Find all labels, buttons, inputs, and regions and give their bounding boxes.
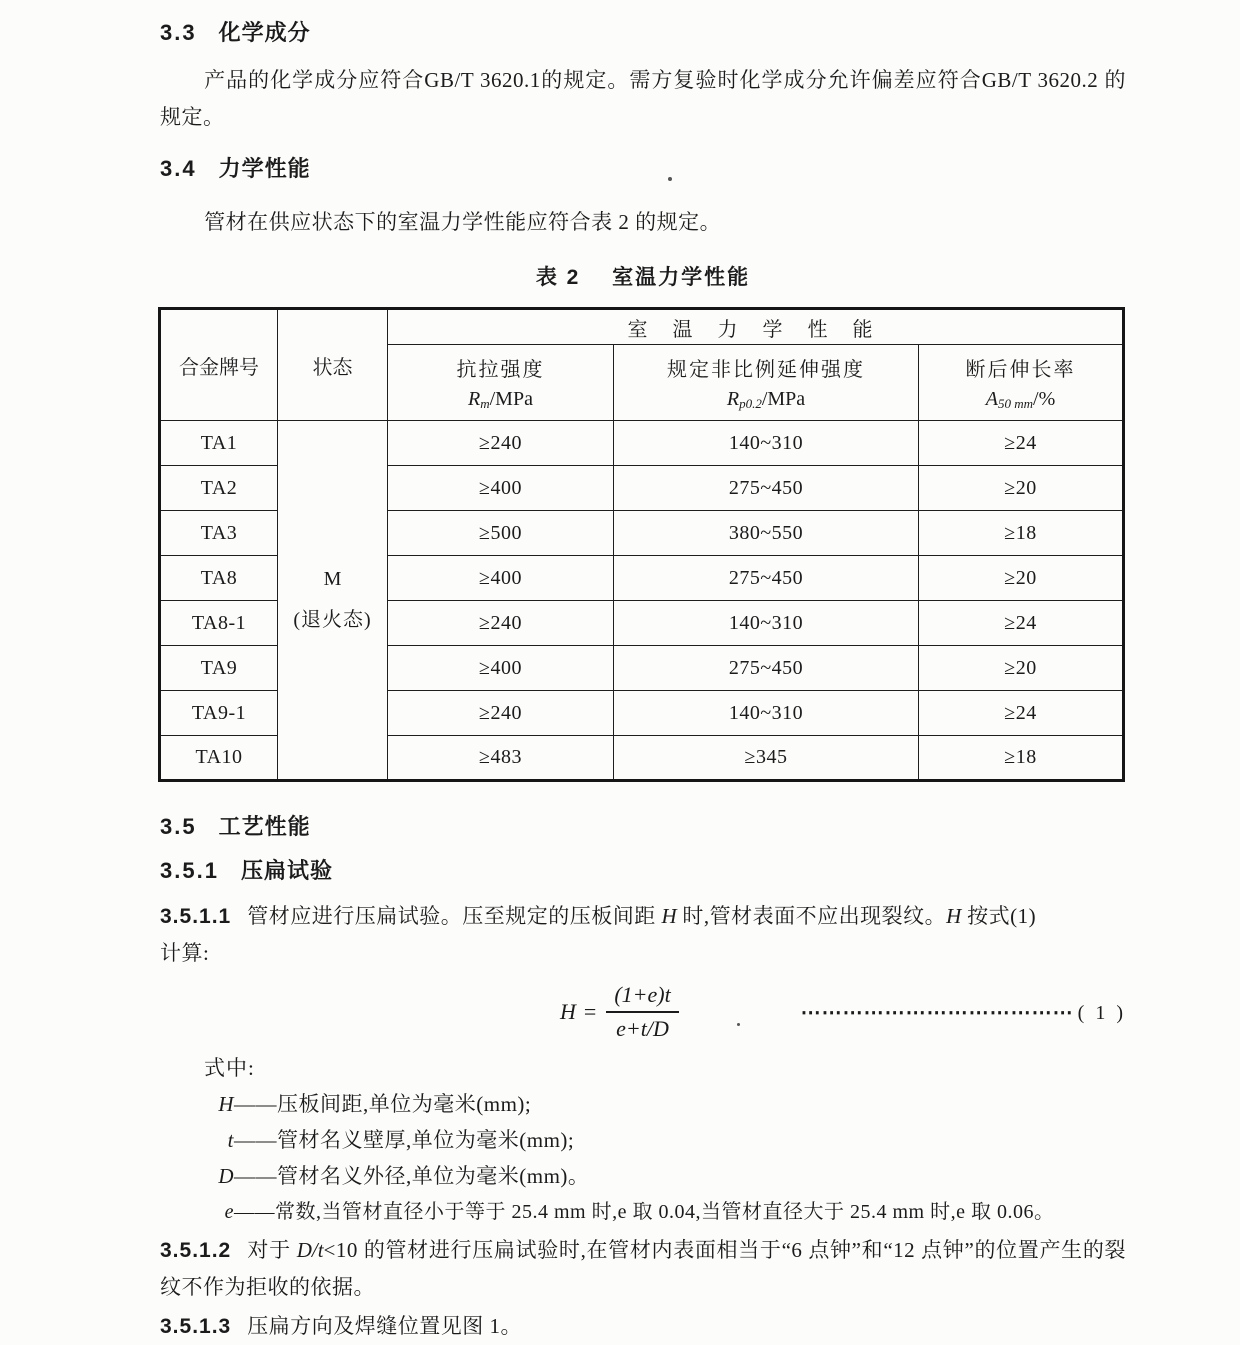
section-number: 3.5	[160, 814, 197, 839]
variable-definition-e	[160, 1194, 1126, 1230]
paragraph-chemical-composition: 产品的化学成分应符合GB/T 3620.1的规定。需方复验时化学成分允许偏差应符合GB/T 3620.2 的规定。	[160, 68, 1126, 129]
variable-D-over-t: D/t	[296, 1238, 324, 1262]
cell-a: ≥24	[919, 421, 1124, 466]
clause-text: 计算:	[160, 941, 210, 965]
column-header-elongation	[919, 345, 1124, 421]
cell-rm: ≥240	[388, 421, 614, 466]
cell-rm: ≥400	[388, 466, 614, 511]
variable-definition-t	[160, 1122, 1126, 1158]
cell-rp: 140~310	[614, 691, 919, 736]
cell-a: ≥18	[919, 511, 1124, 556]
symbol-subscript: m	[480, 396, 490, 411]
cell-rp: 275~450	[614, 556, 919, 601]
clause-text: 时,管材表面不应出现裂纹。	[676, 904, 947, 928]
cell-rm: ≥240	[388, 691, 614, 736]
cell-a: ≥18	[919, 736, 1124, 781]
symbol-unit: /MPa	[489, 388, 533, 410]
cell-rm: ≥500	[388, 511, 614, 556]
cell-grade: TA8-1	[160, 601, 278, 646]
section-number: 3.4	[160, 156, 197, 181]
leader-dots: ⋯⋯⋯⋯⋯⋯⋯⋯⋯⋯⋯⋯⋯	[800, 1001, 1074, 1024]
cell-rp: 275~450	[614, 646, 919, 691]
variable-symbol: D	[218, 1164, 234, 1188]
cell-rp: 140~310	[614, 421, 919, 466]
section-title: 力学性能	[218, 156, 311, 181]
cell-rp: 275~450	[614, 466, 919, 511]
table-row	[160, 421, 1124, 466]
clause-3-5-1-2	[160, 1232, 1126, 1306]
equation-flattening-distance	[560, 982, 679, 1042]
paragraph-mechanical-properties: 管材在供应状态下的室温力学性能应符合表 2 的规定。	[204, 210, 722, 234]
variable-H: H	[946, 904, 962, 928]
cell-grade: TA8	[160, 556, 278, 601]
cell-rp: 380~550	[614, 511, 919, 556]
clause-text: 压扁方向及焊缝位置见图 1。	[247, 1314, 522, 1338]
state-note: (退火态)	[293, 609, 372, 631]
cell-a: ≥24	[919, 691, 1124, 736]
clause-text: 对于	[247, 1238, 297, 1262]
variable-definition-D	[160, 1158, 1126, 1194]
cell-rm: ≥400	[388, 646, 614, 691]
cell-a: ≥24	[919, 601, 1124, 646]
table-caption	[160, 263, 1126, 293]
variable-description: ——常数,当管材直径小于等于 25.4 mm 时,e 取 0.04,当管材直径大于 25.4 mm 时,e 取 0.06。	[234, 1201, 1055, 1223]
symbol-unit: /MPa	[761, 388, 806, 410]
section-title: 化学成分	[218, 20, 311, 45]
clause-text: 管材应进行压扁试验。压至规定的压板间距	[247, 904, 662, 928]
symbol-base: R	[726, 388, 740, 410]
cell-rm: ≥240	[388, 601, 614, 646]
header-label: 抗拉强度	[456, 359, 545, 381]
cell-rm: ≥400	[388, 556, 614, 601]
section-number: 3.3	[160, 20, 197, 45]
clause-number: 3.5.1.2	[160, 1239, 232, 1262]
variable-H: H	[661, 904, 677, 928]
table-2-mechanical-properties	[158, 307, 1125, 782]
variable-definition-H	[160, 1086, 1126, 1122]
column-header-state: 状态	[278, 309, 388, 421]
section-heading-3-3	[160, 18, 1126, 48]
cell-a: ≥20	[919, 646, 1124, 691]
symbol-unit: /%	[1033, 388, 1056, 410]
table-caption-title: 室温力学性能	[612, 266, 751, 289]
scan-speck	[737, 1023, 740, 1026]
equation-lhs: H	[560, 999, 576, 1024]
section-number: 3.5.1	[160, 858, 219, 883]
clause-text: <10 的管材进行压扁试验时,在管材内表面相当于“6 点钟”和“12 点钟”的位置产生的裂纹不作为拒收的依据。	[160, 1238, 1127, 1299]
header-symbol	[388, 388, 613, 412]
header-symbol	[919, 388, 1122, 412]
cell-grade: TA10	[160, 736, 278, 781]
scan-speck	[668, 177, 672, 181]
header-symbol	[614, 388, 918, 412]
variable-description: ——压板间距,单位为毫米(mm);	[234, 1092, 532, 1116]
fraction-numerator: (1+e)t	[606, 982, 678, 1013]
cell-rm: ≥483	[388, 736, 614, 781]
variable-symbol: t	[227, 1128, 234, 1152]
column-header-alloy-grade: 合金牌号	[160, 309, 278, 421]
cell-grade: TA3	[160, 511, 278, 556]
symbol-base: A	[985, 388, 998, 410]
section-title: 压扁试验	[240, 858, 333, 883]
cell-rp: ≥345	[614, 736, 919, 781]
cell-grade: TA1	[160, 421, 278, 466]
equation-leader	[679, 1000, 1126, 1025]
column-header-proof-strength	[614, 345, 919, 421]
symbol-subscript: p0.2	[739, 396, 762, 411]
cell-rp: 140~310	[614, 601, 919, 646]
table-header-row-group	[160, 309, 1124, 345]
clause-number: 3.5.1.1	[160, 905, 232, 928]
column-header-group-room-temp: 室 温 力 学 性 能	[388, 309, 1124, 345]
table-caption-label: 表 2	[535, 266, 581, 289]
fraction-denominator: e+t/D	[616, 1016, 669, 1041]
cell-grade: TA9-1	[160, 691, 278, 736]
clause-number: 3.5.1.3	[160, 1315, 232, 1338]
clause-text: 按式(1)	[961, 904, 1037, 928]
cell-grade: TA9	[160, 646, 278, 691]
equation-1-row	[160, 982, 1126, 1042]
fraction	[606, 982, 678, 1042]
cell-state-merged	[278, 421, 388, 781]
header-label: 规定非比例延伸强度	[667, 359, 865, 381]
symbol-base: R	[468, 388, 481, 410]
where-intro: 式中:	[204, 1056, 255, 1080]
cell-a: ≥20	[919, 466, 1124, 511]
state-code: M	[323, 568, 342, 590]
cell-a: ≥20	[919, 556, 1124, 601]
clause-3-5-1-3	[160, 1308, 1126, 1345]
section-title: 工艺性能	[218, 814, 311, 839]
symbol-subscript: 50 mm	[998, 396, 1034, 411]
section-heading-3-5-1	[160, 856, 1126, 886]
cell-grade: TA2	[160, 466, 278, 511]
column-header-tensile-strength	[388, 345, 614, 421]
section-heading-3-4	[160, 154, 1126, 184]
variable-symbol: H	[218, 1092, 234, 1116]
variable-description: ——管材名义外径,单位为毫米(mm)。	[234, 1164, 590, 1188]
header-label: 断后伸长率	[965, 359, 1076, 381]
section-heading-3-5	[160, 812, 1126, 842]
variable-description: ——管材名义壁厚,单位为毫米(mm);	[234, 1128, 575, 1152]
equals-sign: =	[583, 999, 597, 1024]
clause-3-5-1-1	[160, 898, 1126, 972]
variable-symbol: e	[224, 1201, 234, 1223]
equation-number: ( 1 )	[1077, 1001, 1126, 1024]
